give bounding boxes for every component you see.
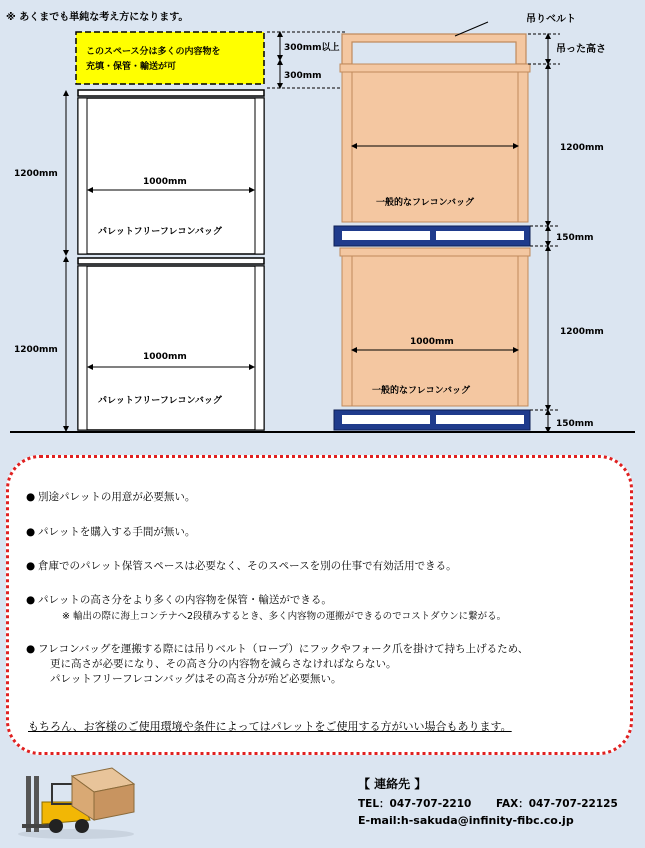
forklift-icon <box>12 762 140 840</box>
left-height-top: 1200mm <box>14 169 58 179</box>
benefit-text: パレットを購入する手間が無い。 <box>38 526 196 538</box>
bullet-dot: ● <box>26 594 36 606</box>
benefit-4-note: ※ 輸出の際に海上コンテナへ2段積みするとき、多く内容物の運搬ができるのでコストダウンに繋がる。 <box>62 611 507 622</box>
benefit-text: 別途パレットの用意が必要無い。 <box>38 491 196 503</box>
contact-tel: TEL：047-707-2210 <box>358 798 472 810</box>
right-width-bottom: 1000mm <box>410 337 454 347</box>
right-height-bottom: 1200mm <box>560 327 604 337</box>
benefit-item-3 <box>26 559 457 574</box>
benefit-text: フレコンバッグを運搬する際には吊りベルト（ロープ）にフックやフォーク爪を掛けて持ち上げるため、 <box>38 643 529 655</box>
benefit-text: パレットの高さ分をより多くの内容物を保管・輸送ができる。 <box>38 594 332 606</box>
hang-height-label: 吊った高さ <box>556 44 606 55</box>
benefit-item-4 <box>26 593 332 608</box>
label-300-b: 300mm <box>284 71 322 81</box>
benefit-text: 倉庫でのパレット保管スペースは必要なく、そのスペースを別の仕事で有効活用できる。 <box>38 560 457 572</box>
header-note: ※ あくまでも単純な考え方になります。 <box>6 12 189 23</box>
benefit-5-line-2: 更に高さが必要になり、その高さ分の内容物を減らさなければならない。 <box>50 658 397 670</box>
bullet-dot: ● <box>26 643 36 655</box>
contact-email[interactable]: E-mail:h-sakuda@infinity-fibc.co.jp <box>358 814 574 827</box>
benefit-5-line-3: パレットフリーフレコンバッグはその高さ分が殆ど必要無い。 <box>50 673 342 685</box>
belt-label: 吊りベルト <box>526 14 576 25</box>
closing-note: もちろん、お客様のご使用環境や条件によってはパレットをご使用する方がいい場合もあります。 <box>28 720 512 733</box>
benefit-item-1 <box>26 490 195 505</box>
benefit-item-5 <box>26 642 528 657</box>
extra-space-text-2: 充填・保管・輸送が可 <box>86 62 177 72</box>
right-pallet-top: 150mm <box>556 233 594 243</box>
left-width-bottom: 1000mm <box>143 352 187 362</box>
contact-fax: FAX：047-707-22125 <box>496 798 618 810</box>
hanging-belt <box>342 34 526 64</box>
bullet-dot: ● <box>26 491 36 503</box>
bullet-dot: ● <box>26 560 36 572</box>
label-300-a: 300mm以上 <box>284 43 340 53</box>
right-bag-label-bottom: 一般的なフレコンバッグ <box>372 386 471 396</box>
general-bag-bottom <box>340 248 530 406</box>
extra-space-text-1: このスペース分は多くの内容物を <box>86 47 221 57</box>
left-bag-label-top: パレットフリーフレコンバッグ <box>98 227 222 237</box>
left-height-bottom: 1200mm <box>14 345 58 355</box>
bullet-dot: ● <box>26 526 36 538</box>
right-pallet-bottom: 150mm <box>556 419 594 429</box>
left-bag-label-bottom: パレットフリーフレコンバッグ <box>98 396 222 406</box>
benefit-item-2 <box>26 525 195 540</box>
contact-title: 【 連絡先 】 <box>358 777 427 791</box>
left-width-top: 1000mm <box>143 177 187 187</box>
pallet-top <box>334 226 530 246</box>
extra-space-highlight <box>76 32 264 84</box>
right-height-top: 1200mm <box>560 143 604 153</box>
pallet-bottom <box>334 410 530 430</box>
right-bag-label-top: 一般的なフレコンバッグ <box>376 198 475 208</box>
